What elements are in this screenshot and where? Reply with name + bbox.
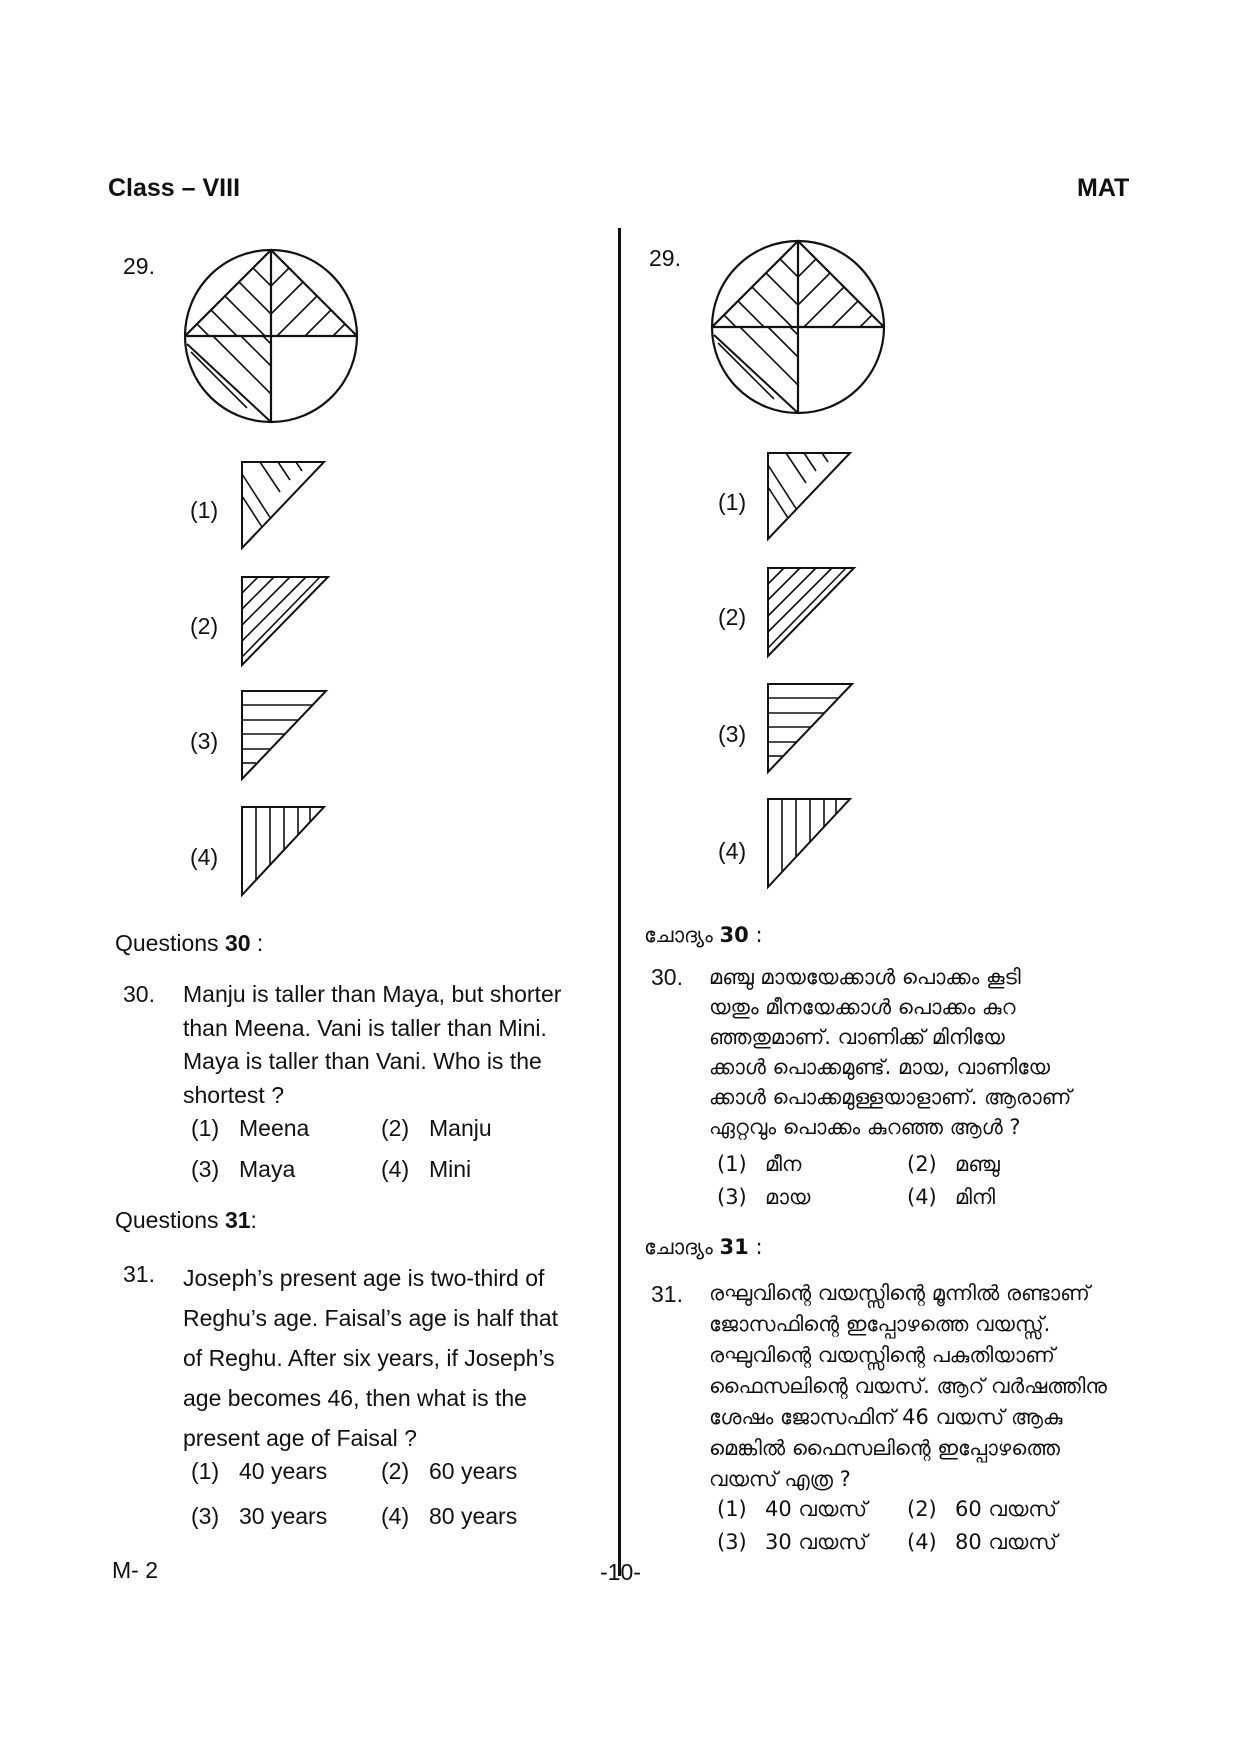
question-29-number: 29. bbox=[123, 253, 155, 279]
column-divider bbox=[618, 228, 621, 1576]
ml-q30-options bbox=[717, 1152, 1097, 1210]
ml-q29-option-2-figure bbox=[766, 566, 856, 658]
ml-q31-option-4[interactable]: (4) 80 വയസ് bbox=[907, 1530, 1058, 1554]
footer-code: M- 2 bbox=[112, 1557, 158, 1583]
ml-q31-number: 31. bbox=[651, 1281, 683, 1307]
q29-option-4-label: (4) bbox=[190, 844, 219, 870]
ml-q30-heading: ചോദ്യം 30 : bbox=[644, 923, 763, 947]
q29-circle-figure bbox=[183, 248, 359, 424]
ml-q30-number: 30. bbox=[651, 964, 683, 990]
q31-options bbox=[191, 1458, 571, 1530]
ml-q29-option-1-label: (1) bbox=[718, 489, 747, 515]
q30-option-2[interactable]: (2) Manju bbox=[381, 1115, 492, 1141]
page-number: -10- bbox=[600, 1559, 641, 1585]
q31-option-1[interactable]: (1) 40 years bbox=[191, 1458, 328, 1484]
q29-option-2-figure bbox=[240, 575, 330, 667]
ml-q29-option-3-figure bbox=[766, 682, 854, 774]
q31-number: 31. bbox=[123, 1261, 155, 1287]
q30-number: 30. bbox=[123, 981, 155, 1007]
ml-q31-option-2[interactable]: (2) 60 വയസ് bbox=[907, 1497, 1058, 1521]
q29-option-4-figure bbox=[240, 805, 326, 897]
class-label: Class – VIII bbox=[108, 174, 241, 202]
q30-option-3[interactable]: (3) Maya bbox=[191, 1156, 296, 1182]
ml-q31-option-1[interactable]: (1) 40 വയസ് bbox=[717, 1497, 868, 1521]
ml-q30-option-1[interactable]: (1) മീന bbox=[717, 1152, 802, 1176]
q30-options bbox=[191, 1115, 571, 1183]
ml-question-29-number: 29. bbox=[649, 245, 681, 271]
ml-q31-heading: ചോദ്യം 31 : bbox=[644, 1235, 763, 1259]
q31-option-4[interactable]: (4) 80 years bbox=[381, 1503, 518, 1529]
ml-q30-option-2[interactable]: (2) മഞ്ചു bbox=[907, 1152, 1000, 1176]
ml-q31-text: രഘുവിന്റെ വയസ്സിന്റെ മൂന്നിൽ രണ്ടാണ് ജോസഫിന്റെ ഇപ്പോഴത്തെ വയസ്സ്. രഘുവിന്റെ വയസ്സിന്റെ പകുതിയാണ് ഫൈസലിന്റെ വയസ്. ആറ് വർഷത്തിനു ശേഷം ജോസഫിന് 46 വയസ് ആകു മെങ്കിൽ ഫൈസലിന്റെ ഇപ്പോഴത്തെ വയസ് എത്ര ? bbox=[709, 1281, 1107, 1491]
q31-option-2[interactable]: (2) 60 years bbox=[381, 1458, 518, 1484]
q29-option-3-figure bbox=[240, 689, 328, 781]
q31-heading: Questions 31: bbox=[115, 1207, 257, 1233]
q29-option-1-label: (1) bbox=[190, 497, 219, 523]
ml-q31-option-3[interactable]: (3) 30 വയസ് bbox=[717, 1530, 868, 1554]
q30-option-4[interactable]: (4) Mini bbox=[381, 1156, 472, 1182]
ml-q30-option-4[interactable]: (4) മിനി bbox=[907, 1185, 996, 1209]
ml-q29-option-3-label: (3) bbox=[718, 721, 747, 747]
ml-q29-option-4-figure bbox=[766, 797, 852, 889]
q31-option-3[interactable]: (3) 30 years bbox=[191, 1503, 328, 1529]
ml-q29-option-2-label: (2) bbox=[718, 604, 747, 630]
ml-q30-option-3[interactable]: (3) മായ bbox=[717, 1185, 811, 1209]
ml-q29-circle-figure bbox=[710, 239, 886, 415]
ml-q30-text: മഞ്ചു മായയേക്കാൾ പൊക്കം കൂടി യതും മീനയേക്കാൾ പൊക്കം കുറ ഞ്ഞതുമാണ്. വാണിക്ക് മിനിയേ ക്കാൾ പൊക്കമുണ്ട്. മായ, വാണിയേ ക്കാൾ പൊക്കമുള്ളയാളാണ്. ആരാണ് ഏറ്റവും പൊക്കം കുറഞ്ഞ ആൾ ? bbox=[709, 965, 1072, 1139]
q30-text: Manju is taller than Maya, but shorter than Meena. Vani is taller than Mini. Maya is taller than Vani. Who is the shortest ? bbox=[183, 981, 562, 1108]
q30-heading: Questions 30 : bbox=[115, 930, 264, 956]
subject-label: MAT bbox=[1077, 174, 1130, 202]
q29-option-3-label: (3) bbox=[190, 728, 219, 754]
q30-option-1[interactable]: (1) Meena bbox=[191, 1115, 310, 1141]
ml-q29-option-4-label: (4) bbox=[718, 838, 747, 864]
ml-q29-option-1-figure bbox=[766, 451, 852, 541]
ml-q31-options bbox=[717, 1497, 1097, 1555]
q31-text: Joseph’s present age is two-third of Reghu’s age. Faisal’s age is half that of Reghu. After six years, if Joseph’s age becomes 46, then what is the present age of Faisal ? bbox=[183, 1265, 559, 1451]
q29-option-2-label: (2) bbox=[190, 613, 219, 639]
q29-option-1-figure bbox=[240, 460, 326, 550]
